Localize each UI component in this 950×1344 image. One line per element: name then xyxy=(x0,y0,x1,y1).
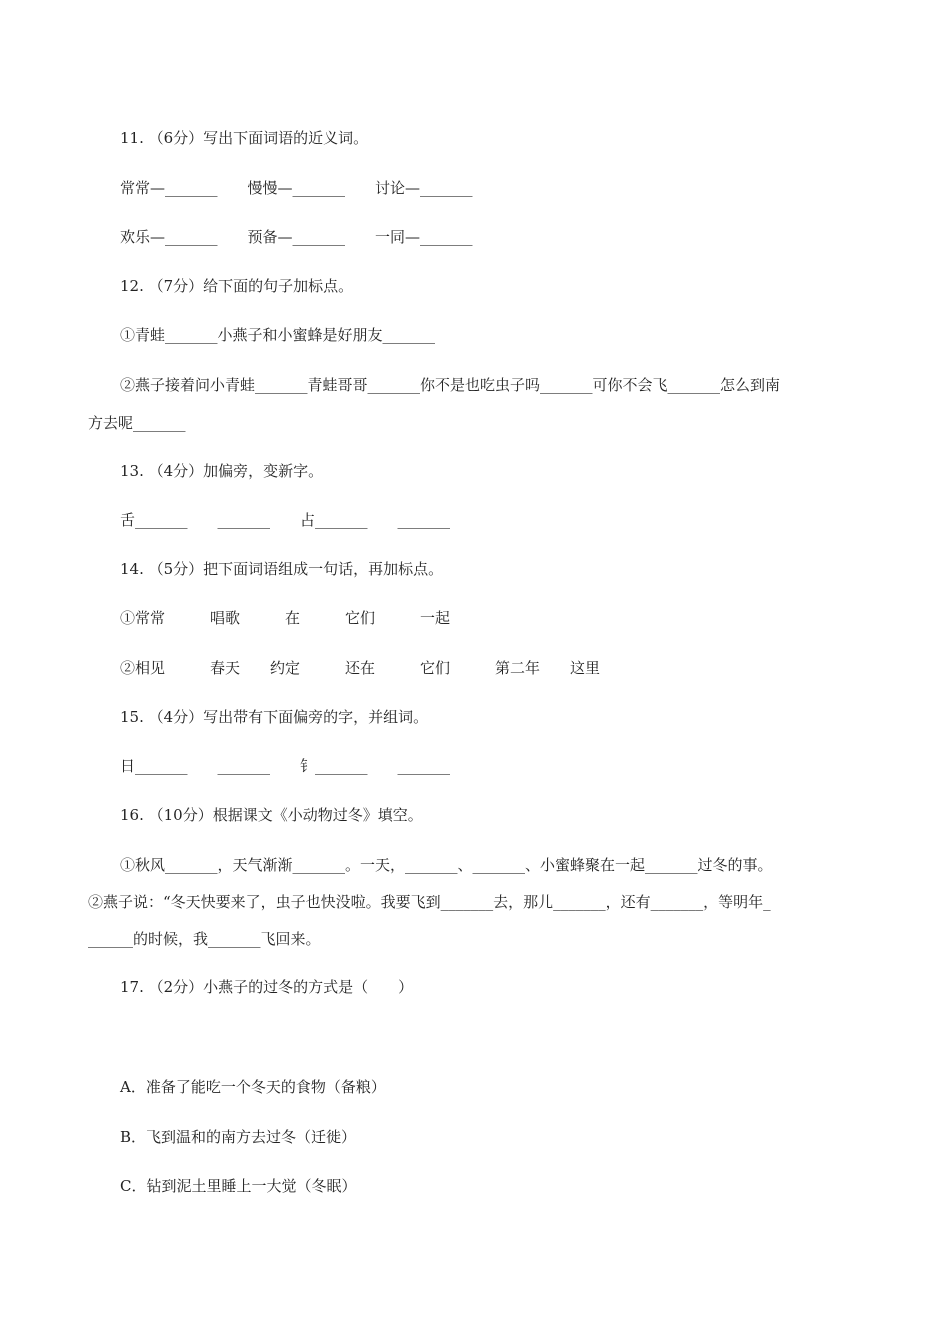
question-17-option-a[interactable]: A．准备了能吃一个冬天的食物（备粮） xyxy=(120,1078,386,1096)
question-11-row-2: 欢乐—_______ 预备—_______ 一同—_______ xyxy=(120,228,473,246)
question-16-title: 16. （10分）根据课文《小动物过冬》填空。 xyxy=(120,806,423,824)
question-14-title: 14. （5分）把下面词语组成一句话，再加标点。 xyxy=(120,560,444,578)
question-16-passage-line-2: ②燕子说：“冬天快要来了，虫子也快没啦。我要飞到_______去，那儿_______，还有_______，等明年_ xyxy=(88,893,771,911)
question-12-sentence-2-line-2: 方去呢_______ xyxy=(88,414,186,432)
question-11-title: 11. （6分）写出下面词语的近义词。 xyxy=(120,129,369,147)
question-11-row-1: 常常—_______ 慢慢—_______ 讨论—_______ xyxy=(120,179,473,197)
question-16-passage-line-3: ______的时候，我_______飞回来。 xyxy=(88,930,321,948)
question-12-title: 12. （7分）给下面的句子加标点。 xyxy=(120,277,354,295)
question-17-option-b[interactable]: B．飞到温和的南方去过冬（迁徙） xyxy=(120,1128,357,1146)
question-15-row: 日_______ _______ 钅_______ _______ xyxy=(120,757,451,775)
question-13-row: 舌_______ _______ 占_______ _______ xyxy=(120,511,451,529)
question-17-title: 17. （2分）小燕子的过冬的方式是（ ） xyxy=(120,978,414,996)
question-17-option-c[interactable]: C．钻到泥土里睡上一大觉（冬眠） xyxy=(120,1177,357,1195)
question-15-title: 15. （4分）写出带有下面偏旁的字，并组词。 xyxy=(120,708,429,726)
question-12-sentence-1: ①青蛙_______小燕子和小蜜蜂是好朋友_______ xyxy=(120,326,436,344)
question-16-passage-line-1: ①秋风_______，天气渐渐_______。一天，_______、_______、小蜜蜂聚在一起_______过冬的事。 xyxy=(120,856,773,874)
question-12-sentence-2-line-1: ②燕子接着问小青蛙_______青蛙哥哥_______你不是也吃虫子吗_______可你不会飞_______怎么到南 xyxy=(120,376,781,394)
question-14-sentence-2: ②相见 春天 约定 还在 它们 第二年 这里 xyxy=(120,659,601,677)
question-13-title: 13. （4分）加偏旁，变新字。 xyxy=(120,462,324,480)
question-14-sentence-1: ①常常 唱歌 在 它们 一起 xyxy=(120,609,451,627)
